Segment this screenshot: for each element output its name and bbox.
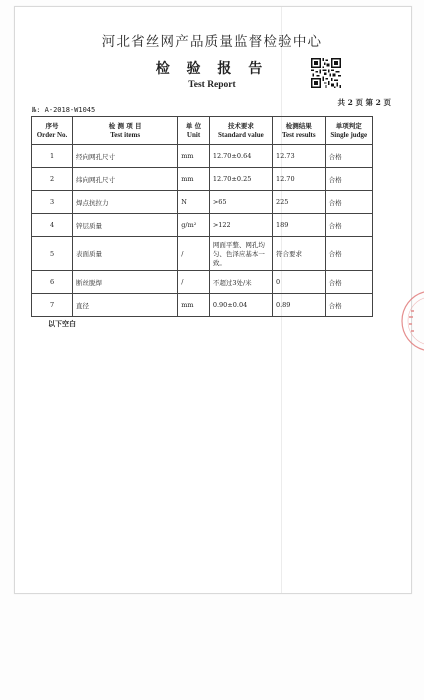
report-title-en: Test Report <box>188 80 236 90</box>
cell-unit: g/m² <box>178 214 210 237</box>
seal-stamp-icon <box>398 288 424 354</box>
cell-result: 12.70 <box>272 168 325 191</box>
table-header-row <box>32 117 373 145</box>
cell-standard: 12.70±0.25 <box>209 168 272 191</box>
col-header-judge: 单项判定 Single judge <box>325 117 372 145</box>
cell-judge: 合格 <box>325 237 372 271</box>
cell-unit: / <box>178 237 210 271</box>
table-row <box>32 271 373 294</box>
cell-standard: 不超过3处/米 <box>209 271 272 294</box>
table-row <box>32 294 373 317</box>
cell-judge: 合格 <box>325 145 372 168</box>
col-header-order: 序号 Order No. <box>32 117 73 145</box>
cell-order: 6 <box>32 271 73 294</box>
cell-standard: 12.70±0.64 <box>209 145 272 168</box>
cell-unit: mm <box>178 294 210 317</box>
cell-judge: 合格 <box>325 214 372 237</box>
report-number: №: A-2018-W1045 <box>32 106 96 114</box>
cell-item: 锌层质量 <box>73 214 178 237</box>
cell-item: 表面质量 <box>73 237 178 271</box>
cell-standard: >65 <box>209 191 272 214</box>
report-title-cn: 检 验 报 告 <box>155 61 269 77</box>
cell-item: 直径 <box>73 294 178 317</box>
table-row <box>32 145 373 168</box>
cell-result: 符合要求 <box>272 237 325 271</box>
cell-order: 7 <box>32 294 73 317</box>
cell-item: 纬向网孔尺寸 <box>73 168 178 191</box>
test-results-table <box>31 116 373 317</box>
cell-result: 0.89 <box>272 294 325 317</box>
cell-standard: >122 <box>209 214 272 237</box>
cell-standard: 0.90±0.04 <box>209 294 272 317</box>
col-header-unit: 单 位 Unit <box>178 117 210 145</box>
cell-unit: mm <box>178 145 210 168</box>
cell-result: 225 <box>272 191 325 214</box>
cell-item: 断丝脱焊 <box>73 271 178 294</box>
cell-result: 0 <box>272 271 325 294</box>
cell-order: 1 <box>32 145 73 168</box>
cell-order: 2 <box>32 168 73 191</box>
cell-order: 4 <box>32 214 73 237</box>
cell-standard: 网面平整、网孔均匀、色泽应基本一致。 <box>209 237 272 271</box>
cell-judge: 合格 <box>325 191 372 214</box>
table-row <box>32 191 373 214</box>
cell-item: 焊点抗拉力 <box>73 191 178 214</box>
cell-judge: 合格 <box>325 294 372 317</box>
col-header-result: 检测结果 Test results <box>272 117 325 145</box>
cell-result: 12.73 <box>272 145 325 168</box>
col-header-standard: 技术要求 Standard value <box>209 117 272 145</box>
cell-unit: mm <box>178 168 210 191</box>
page-info: 共 2 页 第 2 页 <box>337 98 391 107</box>
cell-order: 3 <box>32 191 73 214</box>
cell-judge: 合格 <box>325 271 372 294</box>
cell-unit: N <box>178 191 210 214</box>
cell-judge: 合格 <box>325 168 372 191</box>
col-header-item: 检 测 项 目 Test items <box>73 117 178 145</box>
table-row <box>32 237 373 271</box>
cell-item: 经向网孔尺寸 <box>73 145 178 168</box>
cell-order: 5 <box>32 237 73 271</box>
end-of-content-note: 以下空白 <box>48 319 76 328</box>
table-row <box>32 214 373 237</box>
table-row <box>32 168 373 191</box>
qr-code-icon <box>311 58 341 88</box>
cell-unit: / <box>178 271 210 294</box>
organization-title: 河北省丝网产品质量监督检验中心 <box>101 34 323 50</box>
cell-result: 189 <box>272 214 325 237</box>
